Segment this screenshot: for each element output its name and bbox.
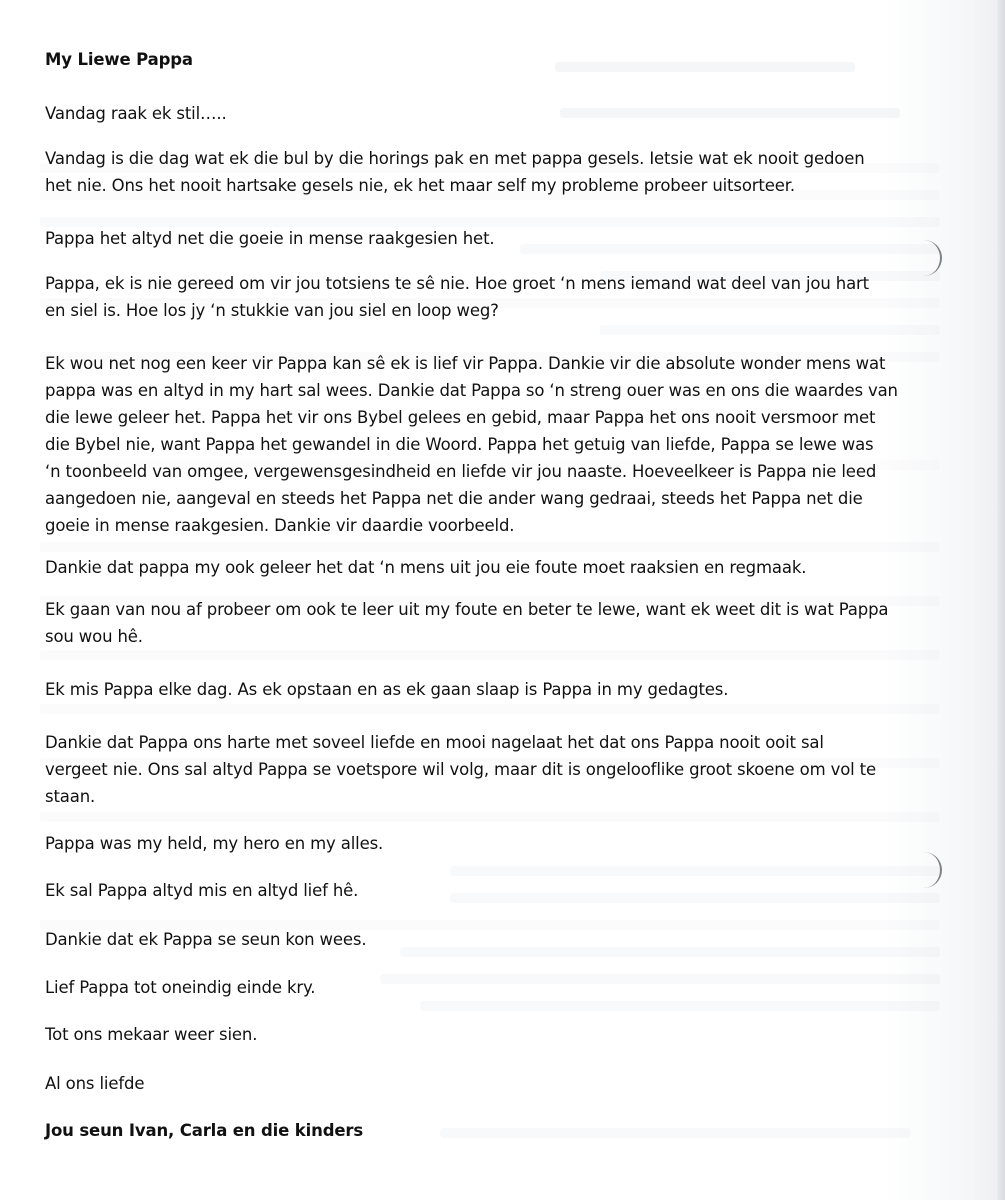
- letter-line: Al ons liefde: [45, 1074, 145, 1093]
- letter-signature: Jou seun Ivan, Carla en die kinders: [45, 1121, 364, 1140]
- letter-line: Dankie dat pappa my ook geleer het dat ‘n mens uit jou eie foute moet raaksien en regmaak.: [45, 558, 807, 577]
- letter-line: sou wou hê.: [45, 627, 143, 646]
- letter-line: Tot ons mekaar weer sien.: [45, 1025, 258, 1044]
- letter-line: ‘n toonbeeld van omgee, vergewensgesindheid en liefde vir jou naaste. Hoeveelkeer is Pappa nie leed: [45, 462, 877, 481]
- letter-line: vergeet nie. Ons sal altyd Pappa se voetspore wil volg, maar dit is ongelooflike groot skoene om vol te: [45, 760, 876, 779]
- letter-line: Lief Pappa tot oneindig einde kry.: [45, 978, 316, 997]
- letter-line: Pappa was my held, my hero en my alles.: [45, 834, 384, 853]
- letter-line: Ek gaan van nou af probeer om ook te leer uit my foute en beter te lewe, want ek weet dit is wat Pappa: [45, 600, 889, 619]
- letter-line: pappa was en altyd in my hart sal wees. Dankie dat Pappa so ‘n streng ouer was en ons die waardes van: [45, 381, 898, 400]
- letter-line: Ek mis Pappa elke dag. As ek opstaan en as ek gaan slaap is Pappa in my gedagtes.: [45, 680, 729, 699]
- letter-line: die lewe geleer het. Pappa het vir ons Bybel gelees en gebid, maar Pappa het ons nooit versmoor met: [45, 408, 876, 427]
- letter-line: goeie in mense raakgesien. Dankie vir daardie voorbeeld.: [45, 516, 515, 535]
- letter-line: het nie. Ons het nooit hartsake gesels nie, ek het maar self my probleme probeer uitsorteer.: [45, 176, 795, 195]
- letter-line: Pappa het altyd net die goeie in mense raakgesien het.: [45, 229, 495, 248]
- letter-line: die Bybel nie, want Pappa het gewandel in die Woord. Pappa het getuig van liefde, Pappa se lewe was: [45, 435, 874, 454]
- letter-line: staan.: [45, 787, 96, 806]
- letter-greeting: My Liewe Pappa: [45, 50, 193, 69]
- letter-line: Dankie dat Pappa ons harte met soveel liefde en mooi nagelaat het dat ons Pappa nooit ooit sal: [45, 733, 824, 752]
- letter-line: Pappa, ek is nie gereed om vir jou totsiens te sê nie. Hoe groet ‘n mens iemand wat deel van jou hart: [45, 274, 870, 293]
- letter-line: Ek sal Pappa altyd mis en altyd lief hê.: [45, 881, 359, 900]
- letter-line: en siel is. Hoe los jy ‘n stukkie van jou siel en loop weg?: [45, 301, 499, 320]
- letter-line: Ek wou net nog een keer vir Pappa kan sê ek is lief vir Pappa. Dankie vir die absolute wonder mens wat: [45, 354, 886, 373]
- letter-line: Vandag is die dag wat ek die bul by die horings pak en met pappa gesels. Ietsie wat ek nooit gedoen: [45, 149, 865, 168]
- letter-line: Vandag raak ek stil…..: [45, 104, 227, 123]
- letter-line: aangedoen nie, aangeval en steeds het Pappa net die ander wang gedraai, steeds het Pappa net die: [45, 489, 863, 508]
- letter-line: Dankie dat ek Pappa se seun kon wees.: [45, 930, 367, 949]
